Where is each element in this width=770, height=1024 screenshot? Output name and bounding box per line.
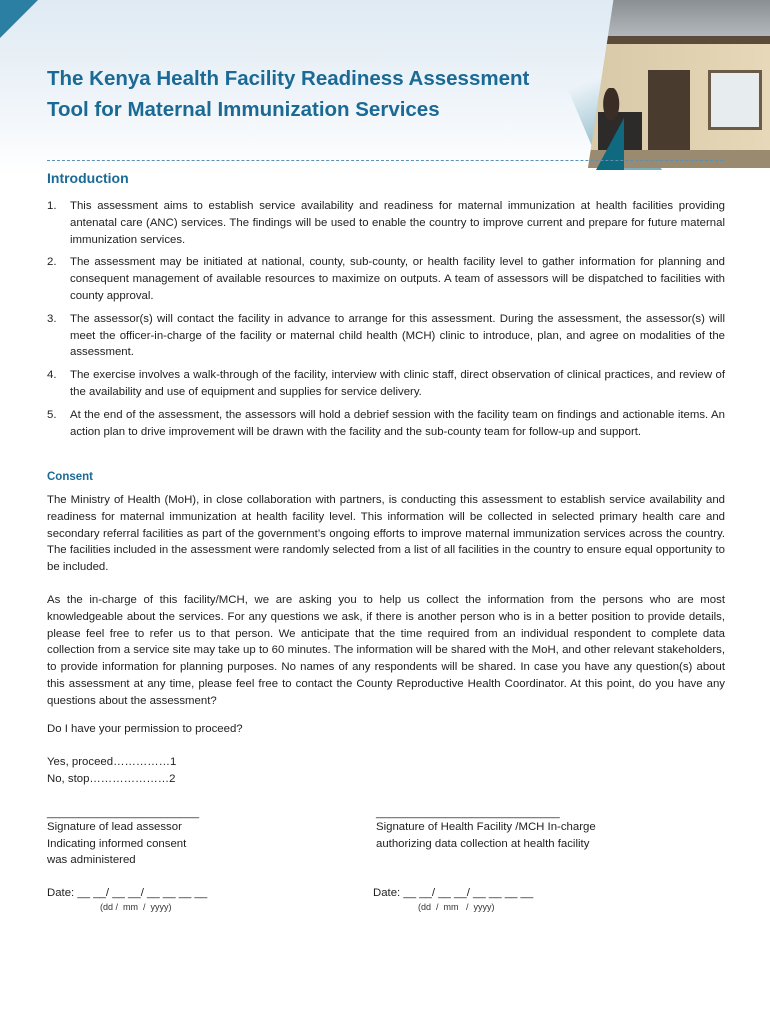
list-item: 2. The assessment may be initiated at national, county, sub-county, or health facility level to gather information for planning and consequent management of available resources to maximize on outputs. A team of assessors will be dispatched to facilities with county approval. [47,256,725,302]
lead-assessor-date-field: Date: __ __/ __ __/ __ __ __ __ [47,887,208,899]
corner-accent-triangle [0,0,38,38]
list-item: 1. This assessment aims to establish service availability and readiness for maternal immunization at health facilities providing antenatal care (ANC) services. The findings will be used to enable the country to improve current and prepare for future maternal immunization services. [47,200,725,246]
document-title: The Kenya Health Facility Readiness Assessment Tool for Maternal Immunization Services [47,67,530,121]
teal-wedge-accent [596,118,624,170]
incharge-signature-label: Signature of Health Facility /MCH In-charge [376,821,596,833]
list-item: 5. At the end of the assessment, the assessors will hold a debrief session with the facility team on findings and actionable items. An action plan to drive improvement will be drawn with the facility and the sub-county team for follow-up and support. [47,408,725,438]
introduction-list [47,198,725,446]
lead-assessor-signature-label-3: was administered [47,854,136,866]
list-item: 3. The assessor(s) will contact the facility in advance to arrange for this assessment. During the assessment, the assessor(s) will meet the officer-in-charge of the facility or maternal child health (MCH) clinic to introduce, plan, and agree on modalities of the assessment. [47,312,725,359]
incharge-date-field: Date: __ __/ __ __/ __ __ __ __ [373,887,534,899]
list-item: 4. The exercise involves a walk-through of the facility, interview with clinic staff, direct observation of clinical practices, and review of the availability and use of equipment and supplies for service delivery. [47,369,725,398]
option-yes: Yes, proceed……………1 [47,756,177,768]
permission-question: Do I have your permission to proceed? [47,723,243,735]
introduction-heading: Introduction [47,170,129,186]
consent-heading: Consent [47,471,93,483]
incharge-signature-label-2: authorizing data collection at health facility [376,838,590,850]
option-no: No, stop…………………2 [47,773,176,785]
consent-paragraph-1: The Ministry of Health (MoH), in close collaboration with partners, is conducting this assessment to establish service availability and readiness for maternal immunization at health facility level. This information will be collected in selected primary health care and secondary referral facilities as part of the government’s ongoing efforts to improve maternal immunization services across the country. The facilities included in the assessment were randomly selected from a list of all facilities in the country to ensure equal opportunity to be included. [47,494,725,574]
lead-assessor-date-format: (dd / mm / yyyy) [100,902,172,912]
consent-paragraph-2: As the in-charge of this facility/MCH, we are asking you to help us collect the information from the persons who are most knowledgeable about the services. For any questions we ask, if there is another person who is in a better position to provide details, please feel free to refer us to that person. We anticipate that the time required from an individual respondent to complete data collection from a service site may take up to 60 minutes. The information will be shared with the MoH, and other relevant stakeholders, to provide information for planning purposes. No names of any respondents will be shared. In case you have any question(s) about this assessment at any time, please feel free to contact the County Reproductive Health Coordinator. At this point, do you have any questions about the assessment? [47,594,725,707]
incharge-signature-line: _____________________________ [376,807,560,819]
incharge-date-format: (dd / mm / yyyy) [418,902,495,912]
title-divider [47,160,723,161]
lead-assessor-signature-label: Signature of lead assessor [47,821,182,833]
lead-assessor-signature-label-2: Indicating informed consent [47,838,187,850]
lead-assessor-signature-line: ________________________ [47,807,200,819]
